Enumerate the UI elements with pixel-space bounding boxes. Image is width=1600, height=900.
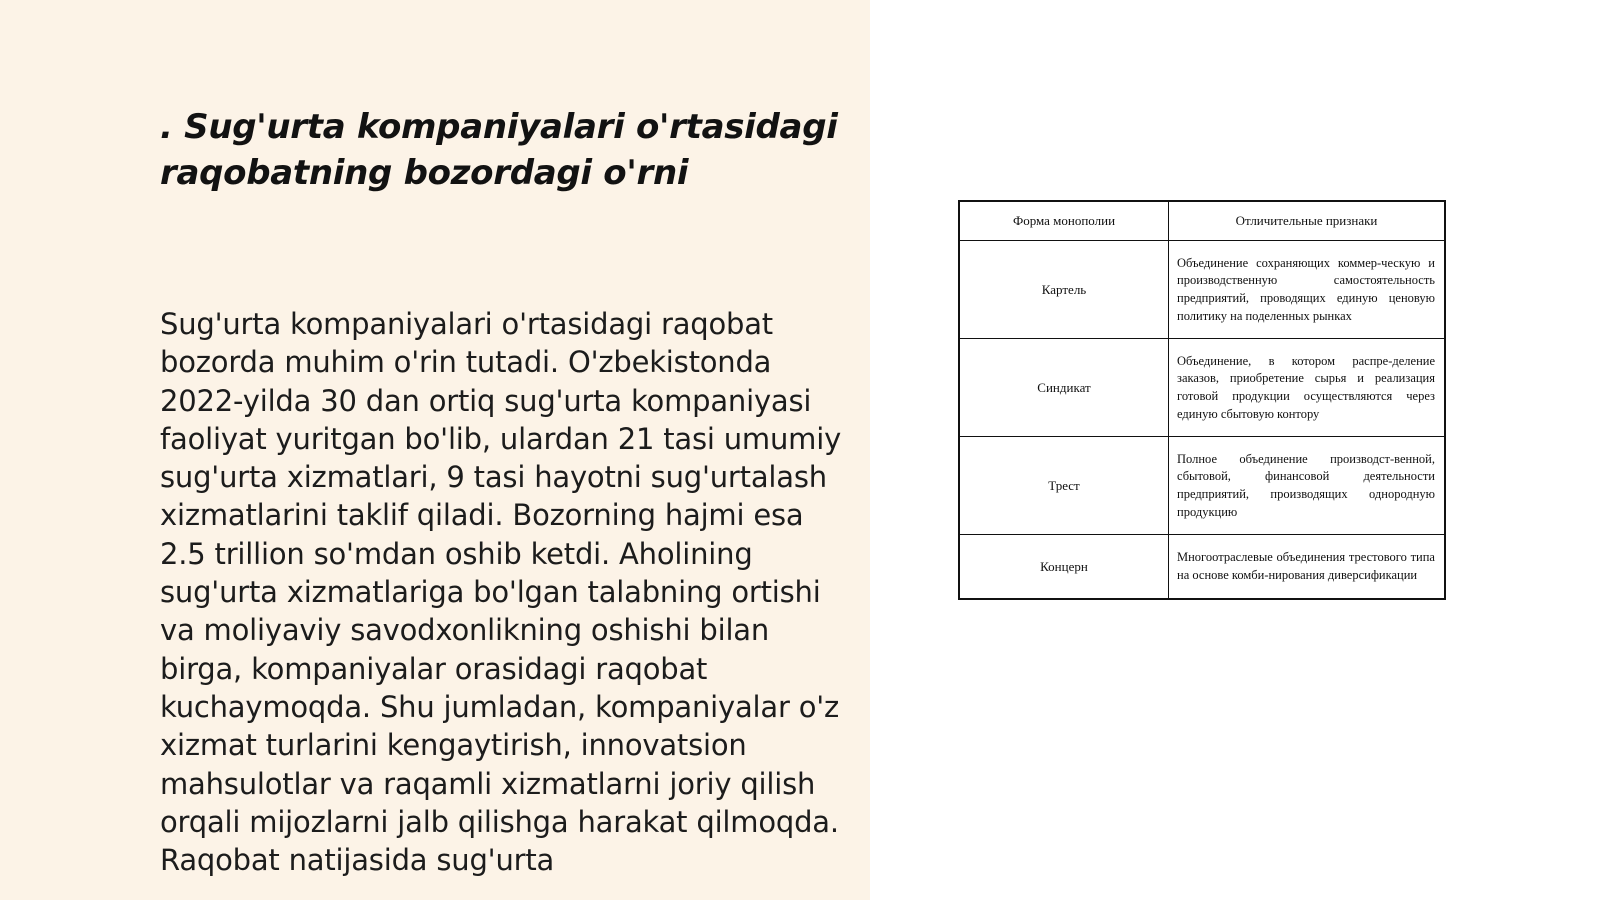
slide-body-text: Sug'urta kompaniyalari o'rtasidagi raqobat bozorda muhim o'rin tutadi. O'zbekistonda 2022-yilda 30 dan ortiq sug'urta kompaniyasi faoliyat yuritgan bo'lib, ulardan 21 tasi umumiy sug'urta xizmatlari, 9 tasi hayotni sug'urtalash xizmatlarini taklif qiladi. Bozorning hajmi esa 2.5 trillion so'mdan oshib ketdi. Aholining sug'urta xizmatlariga bo'lgan talabning ortishi va moliyaviy savodxonlikning oshishi bilan birga, kompaniyalar orasidagi raqobat kuchaymoqda. Shu jumladan, kompaniyalar o'z xizmat turlarini kengaytirish, innovatsion mahsulotlar va raqamli xizmatlarni joriy qilish orqali mijozlarni jalb qilishga harakat qilmoqda. Raqobat natijasida sug'urta [160, 307, 842, 878]
column-header-form: Форма монополии [959, 201, 1169, 241]
table-row [959, 241, 1445, 339]
monopoly-forms-table [958, 200, 1446, 600]
slide-title: . Sug'urta kompaniyalari o'rtasidagi raqobatning bozordagi o'rni [160, 107, 838, 193]
table-header-row [959, 201, 1445, 241]
table-cell-description: Многоотраслевые объединения трестового типа на основе комби-нирования диверсификации [1169, 535, 1446, 600]
table-row [959, 437, 1445, 535]
table-row [959, 339, 1445, 437]
table-cell-description: Полное объединение производст-венной, сбытовой, финансовой деятельности предприятий, производящих однородную продукцию [1169, 437, 1446, 535]
monopoly-table-image [958, 200, 1446, 600]
table-cell-form: Концерн [959, 535, 1169, 600]
table-cell-description: Объединение сохраняющих коммер-ческую и производственную самостоятельность предприятий, проводящих единую ценовую политику на поделенных рынках [1169, 241, 1446, 339]
column-header-features: Отличительные признаки [1169, 201, 1446, 241]
table-cell-description: Объединение, в котором распре-деление заказов, приобретение сырья и реализация готовой продукции осуществляются через единую сбытовую контору [1169, 339, 1446, 437]
table-cell-form: Картель [959, 241, 1169, 339]
table-cell-form: Синдикат [959, 339, 1169, 437]
table-row [959, 535, 1445, 600]
table-cell-form: Трест [959, 437, 1169, 535]
